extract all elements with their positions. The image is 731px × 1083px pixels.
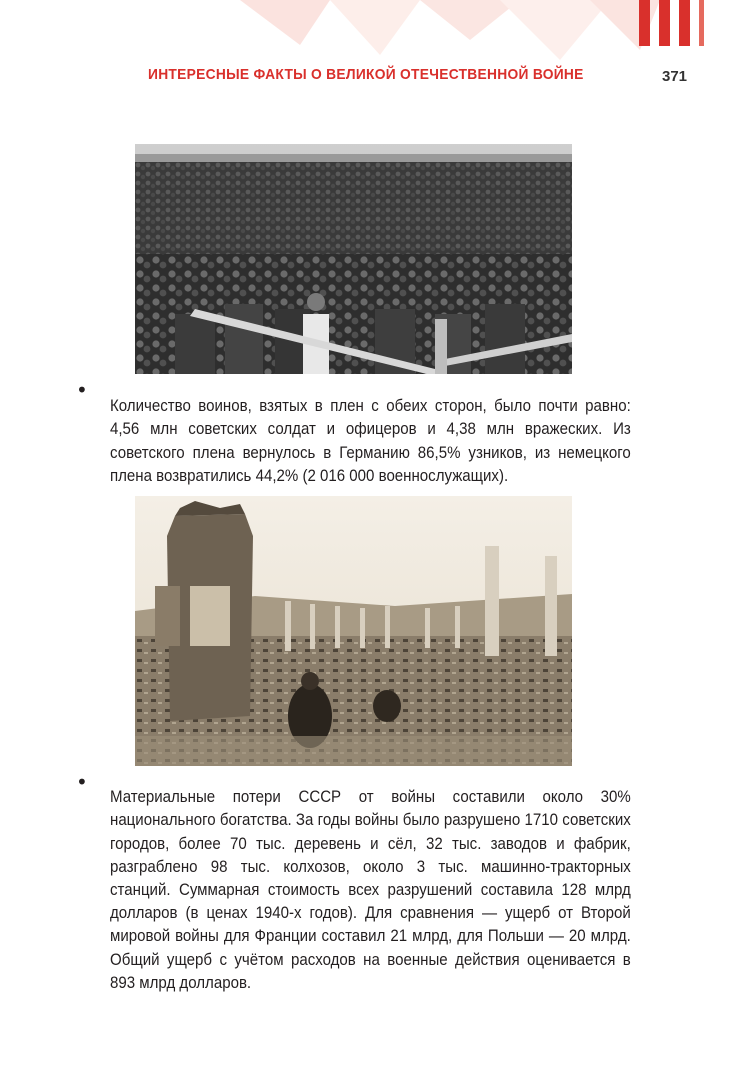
ruins-photo: [135, 496, 572, 766]
header-decoration: [0, 0, 731, 70]
bullet-marker: •: [76, 378, 88, 402]
page-number: 371: [662, 68, 688, 85]
pows-crowd-photo: [135, 144, 572, 374]
paragraph-losses: Материальные потери СССР от войны составили около 30% национального богатства. За годы войны было разрушено 1710 советских городов, более 70 тыс. деревень и сёл, 32 тыс. заводов и фабрик, разграблено 98 тыс. колхозов, около 3 тыс. машинно-тракторных станций. Суммарная стоимость всех разрушений составила 128 млрд долларов (в ценах 1940-х годов). Для сравнения — ущерб от Второй мировой войны для Франции составил 21 млрд, для Польши — 20 млрд. Общий ущерб с учётом расходов на военные действия оценивается в 893 млрд долларов.: [110, 788, 631, 992]
bullet-marker: •: [76, 770, 88, 794]
running-header-title: ИНТЕРЕСНЫЕ ФАКТЫ О ВЕЛИКОЙ ОТЕЧЕСТВЕННОЙ ВОЙНЕ: [148, 66, 584, 83]
red-stripes-decoration: [639, 0, 697, 46]
paragraph-prisoners: Количество воинов, взятых в плен с обеих сторон, было почти равно: 4,56 млн советских солдат и офицеров и 4,38 млн вражеских. Из советского плена вернулось в Германию 86,5% узников, из немецкого плена возвратились 44,2% (2 016 000 военнослужащих).: [110, 397, 631, 485]
